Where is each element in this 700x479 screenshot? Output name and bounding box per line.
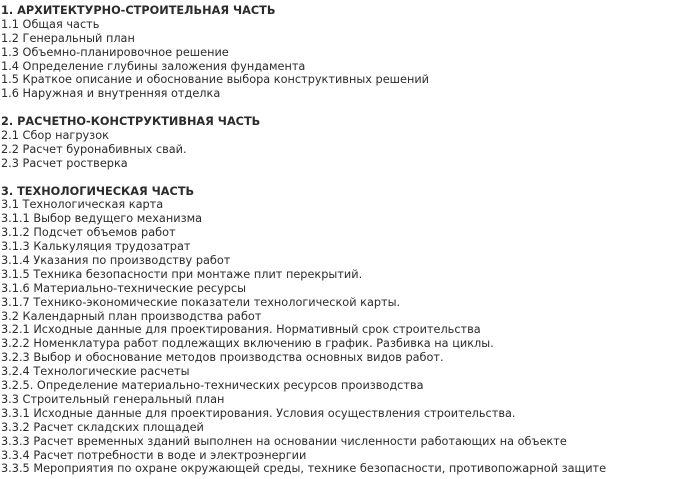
list-item: 3.2.4 Технологические расчеты <box>1 365 190 379</box>
list-item: 3.1.2 Подсчет объемов работ <box>1 226 176 240</box>
list-item: 3.2 Календарный план производства работ <box>1 309 262 323</box>
list-item: 3.2.5. Определение материально-технических ресурсов производства <box>1 379 424 393</box>
list-item: 1.1 Общая часть <box>1 17 100 31</box>
list-item: 3.1.6 Материально-технические ресурсы <box>1 281 247 295</box>
list-item: 3.2.3 Выбор и обоснование методов производства основных видов работ. <box>1 351 444 365</box>
list-item: 3.3 Строительный генеральный план <box>1 392 225 406</box>
list-item: 2.2 Расчет буронабивных свай. <box>1 142 187 156</box>
section-heading: 2. РАСЧЕТНО-КОНСТРУКТИВНАЯ ЧАСТЬ <box>1 115 261 129</box>
list-item: 3.2.2 Номенклатура работ подлежащих включению в график. Разбивка на циклы. <box>1 337 494 351</box>
list-item: 2.1 Сбор нагрузок <box>1 129 109 143</box>
list-item: 3.2.1 Исходные данные для проектирования. Нормативный срок строительства <box>1 323 481 337</box>
list-item: 3.1.7 Технико-экономические показатели технологической карты. <box>1 295 401 309</box>
list-item: 3.3.1 Исходные данные для проектирования. Условия осуществления строительства. <box>1 406 516 420</box>
section-structural <box>1 115 700 171</box>
section-technological <box>1 185 700 477</box>
list-item: 1.6 Наружная и внутренняя отделка <box>1 87 221 101</box>
section-heading: 1. АРХИТЕКТУРНО-СТРОИТЕЛЬНАЯ ЧАСТЬ <box>1 4 276 17</box>
list-item: 1.2 Генеральный план <box>1 31 135 45</box>
list-item: 3.3.2 Расчет складских площадей <box>1 420 204 434</box>
list-item: 3.1.3 Калькуляция трудозатрат <box>1 240 191 254</box>
list-item: 3.1.5 Техника безопасности при монтаже плит перекрытий. <box>1 267 363 281</box>
list-item: 3.3.4 Расчет потребности в воде и электроэнергии <box>1 448 307 462</box>
list-item: 3.1.4 Указания по производству работ <box>1 254 231 268</box>
list-item: 1.3 Объемно-планировочное решение <box>1 45 229 59</box>
list-item: 3.1.1 Выбор ведущего механизма <box>1 212 203 226</box>
list-item: 3.1 Технологическая карта <box>1 198 164 212</box>
section-heading: 3. ТЕХНОЛОГИЧЕСКАЯ ЧАСТЬ <box>1 184 195 198</box>
list-item: 1.5 Краткое описание и обоснование выбора конструктивных решений <box>1 73 430 87</box>
section-architectural <box>1 4 700 101</box>
list-item: 3.3.5 Мероприятия по охране окружающей среды, технике безопасности, противопожарной защите <box>1 462 607 476</box>
list-item: 3.3.3 Расчет временных зданий выполнен на основании численности работающих на объекте <box>1 434 567 448</box>
list-item: 1.4 Определение глубины заложения фундамента <box>1 59 306 73</box>
list-item: 2.3 Расчет ростверка <box>1 156 128 170</box>
